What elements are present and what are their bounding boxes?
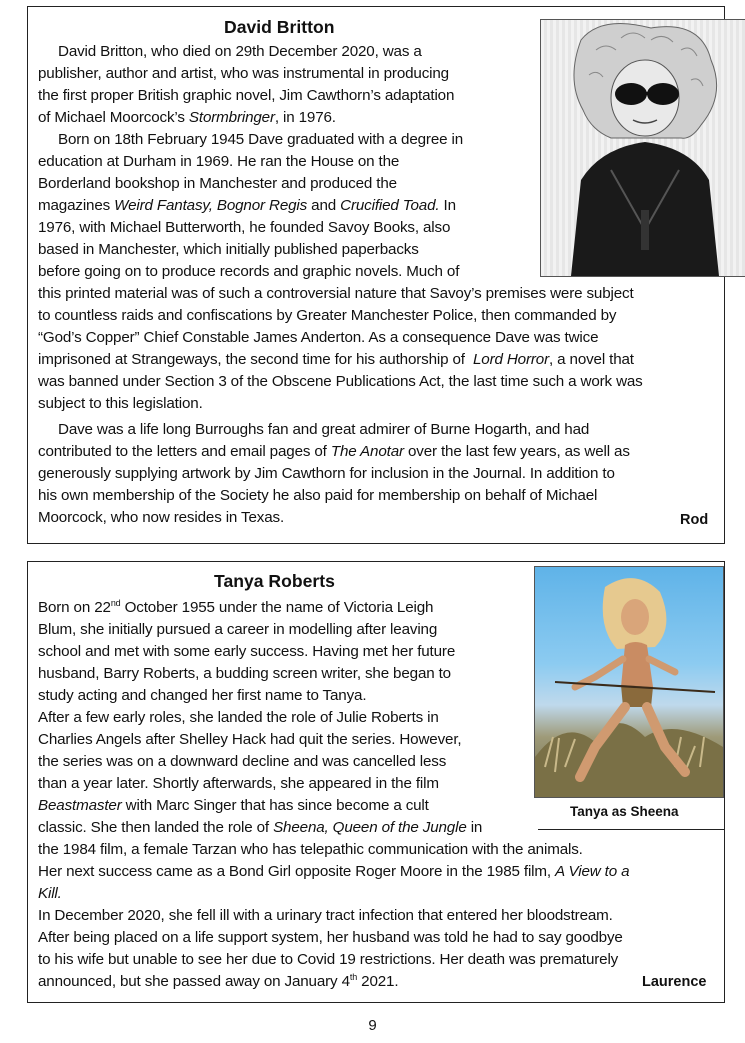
roberts-line-15: In December 2020, she fell ill with a urinary tract infection that entered her bloodstream. xyxy=(38,907,613,924)
article-title: Tanya Roberts xyxy=(214,571,335,591)
britton-signature: Rod xyxy=(680,512,709,528)
sheena-figure xyxy=(535,567,723,797)
roberts-line-4: husband, Barry Roberts, a budding screen writer, she began to xyxy=(38,665,451,682)
britton-line-11: before going on to produce records and graphic novels. Much of xyxy=(38,263,460,280)
roberts-line-13: Her next success came as a Bond Girl opposite Roger Moore in the 1985 film, A View to a xyxy=(38,863,630,880)
roberts-line-10: Beastmaster with Marc Singer that has since become a cult xyxy=(38,797,429,814)
britton-line-16: was banned under Section 3 of the Obscene Publications Act, the last time such a work was xyxy=(38,373,643,390)
caption-divider xyxy=(538,829,724,830)
britton-line-10: based in Manchester, which initially published paperbacks xyxy=(38,241,419,258)
britton-line-22: Moorcock, who now resides in Texas. xyxy=(38,509,285,526)
britton-line-15: imprisoned at Strangeways, the second time for his authorship of Lord Horror, a novel that xyxy=(38,351,634,368)
britton-line-17: subject to this legislation. xyxy=(38,395,203,412)
roberts-line-3: school and met with some early success. Having met her future xyxy=(38,643,456,660)
britton-line-14: “God’s Copper” Chief Constable James Anderton. As a consequence Dave was twice xyxy=(38,329,599,346)
britton-line-4: of Michael Moorcock’s Stormbringer, in 1976. xyxy=(38,109,336,126)
roberts-signature: Laurence xyxy=(642,974,707,990)
article-title: David Britton xyxy=(224,17,335,37)
britton-photo xyxy=(540,19,745,277)
britton-line-13: to countless raids and confiscations by Greater Manchester Police, then commanded by xyxy=(38,307,617,324)
britton-article xyxy=(27,6,725,544)
roberts-line-9: than a year later. Shortly afterwards, she appeared in the film xyxy=(38,775,439,792)
roberts-line-12: the 1984 film, a female Tarzan who has telepathic communication with the animals. xyxy=(38,841,583,858)
photo-caption: Tanya as Sheena xyxy=(570,804,679,819)
britton-line-6: education at Durham in 1969. He ran the House on the xyxy=(38,153,400,170)
britton-line-5: Born on 18th February 1945 Dave graduated with a degree in xyxy=(58,131,464,148)
roberts-article xyxy=(27,561,725,1003)
roberts-line-14: Kill. xyxy=(38,885,62,902)
roberts-line-1: Born on 22nd October 1955 under the name of Victoria Leigh xyxy=(38,598,434,616)
portrait-figure xyxy=(541,20,745,276)
roberts-line-8: the series was on a downward decline and was cancelled less xyxy=(38,753,447,770)
britton-line-8: magazines Weird Fantasy, Bognor Regis and Crucified Toad. In xyxy=(38,197,456,214)
stormbringer-title: Stormbringer xyxy=(188,109,275,126)
roberts-line-7: Charlies Angels after Shelley Hack had quit the series. However, xyxy=(38,731,462,748)
britton-line-12: this printed material was of such a controversial nature that Savoy’s premises were subject xyxy=(38,285,634,302)
britton-line-21: his own membership of the Society he also paid for membership on behalf of Michael xyxy=(38,487,598,504)
britton-line-20: generously supplying artwork by Jim Cawthorn for inclusion in the Journal. In addition to xyxy=(38,465,615,482)
roberts-line-5: study acting and changed her first name to Tanya. xyxy=(38,687,367,704)
page-number: 9 xyxy=(368,1017,377,1034)
britton-line-3: the first proper British graphic novel, Jim Cawthorn’s adaptation xyxy=(38,87,455,104)
roberts-line-2: Blum, she initially pursued a career in modelling after leaving xyxy=(38,621,438,638)
britton-line-7: Borderland bookshop in Manchester and produced the xyxy=(38,175,397,192)
britton-line-19: contributed to the letters and email pages of The Anotar over the last few years, as well as xyxy=(38,443,630,460)
britton-line-1: David Britton, who died on 29th December 2020, was a xyxy=(58,43,422,60)
roberts-photo xyxy=(534,566,724,798)
britton-line-2: publisher, author and artist, who was instrumental in producing xyxy=(38,65,449,82)
britton-line-9: 1976, with Michael Butterworth, he founded Savoy Books, also xyxy=(38,219,451,236)
roberts-line-18: announced, but she passed away on January 4th 2021. xyxy=(38,972,399,990)
roberts-line-11: classic. She then landed the role of Sheena, Queen of the Jungle in xyxy=(38,819,483,836)
britton-line-18: Dave was a life long Burroughs fan and great admirer of Burne Hogarth, and had xyxy=(58,421,590,438)
roberts-line-16: After being placed on a life support system, her husband was told he had to say goodbye xyxy=(38,929,623,946)
roberts-line-6: After a few early roles, she landed the role of Julie Roberts in xyxy=(38,709,439,726)
roberts-line-17: to his wife but unable to see her due to Covid 19 restrictions. Her death was prematurely xyxy=(38,951,619,968)
